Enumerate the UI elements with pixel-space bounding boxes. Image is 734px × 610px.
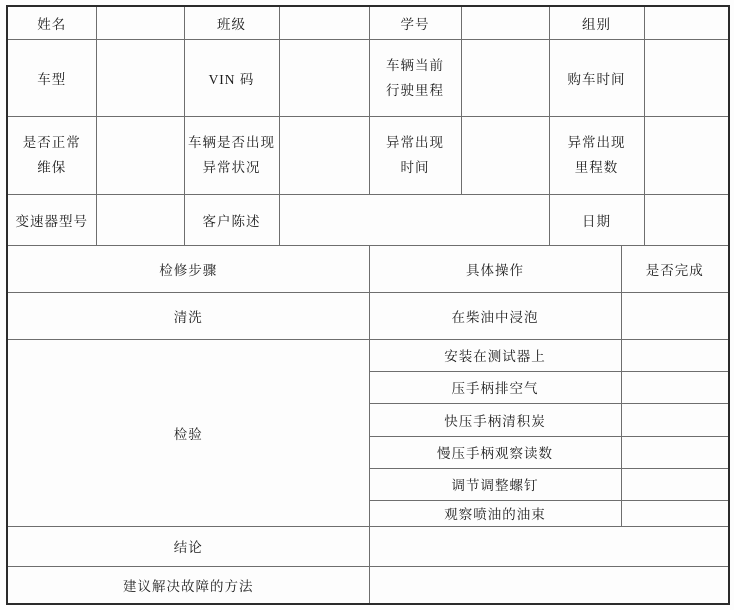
- customer-statement-label: 客户陈述: [184, 194, 279, 245]
- student-id-label: 学号: [369, 6, 461, 39]
- inspection-row-1: [7, 339, 729, 371]
- abnormal-condition-label-line1: 车辆是否出现: [188, 135, 275, 150]
- inspection-completed-cell[interactable]: [621, 468, 729, 500]
- steps-column-header: 检修步骤: [7, 245, 369, 292]
- suggestion-row: [7, 566, 729, 604]
- conclusion-row: [7, 526, 729, 566]
- customer-statement-value-cell[interactable]: [279, 194, 549, 245]
- suggestion-label: 建议解决故障的方法: [7, 566, 369, 604]
- operation-column-header: 具体操作: [369, 245, 621, 292]
- inspection-completed-cell[interactable]: [621, 436, 729, 468]
- cleaning-completed-cell[interactable]: [621, 292, 729, 339]
- conclusion-label: 结论: [7, 526, 369, 566]
- info-row-4: [7, 194, 729, 245]
- cleaning-row: [7, 292, 729, 339]
- abnormal-time-label: [369, 116, 461, 194]
- abnormal-time-label-line2: 时间: [400, 160, 430, 175]
- name-label: 姓名: [7, 6, 96, 39]
- abnormal-condition-label: [184, 116, 279, 194]
- completed-column-header: 是否完成: [621, 245, 729, 292]
- suggestion-value-cell[interactable]: [369, 566, 729, 604]
- student-id-value-cell[interactable]: [461, 6, 549, 39]
- current-mileage-label: [369, 39, 461, 116]
- date-label: 日期: [549, 194, 644, 245]
- current-mileage-value-cell[interactable]: [461, 39, 549, 116]
- inspection-operation-label: 快压手柄清积炭: [369, 403, 621, 436]
- inspection-completed-cell[interactable]: [621, 371, 729, 403]
- abnormal-mileage-value-cell[interactable]: [644, 116, 729, 194]
- purchase-time-label: 购车时间: [549, 39, 644, 116]
- abnormal-condition-value-cell[interactable]: [279, 116, 369, 194]
- normal-maintenance-value-cell[interactable]: [96, 116, 184, 194]
- transmission-label: 变速器型号: [7, 194, 96, 245]
- class-label: 班级: [184, 6, 279, 39]
- abnormal-time-value-cell[interactable]: [461, 116, 549, 194]
- cleaning-operation-label: 在柴油中浸泡: [369, 292, 621, 339]
- current-mileage-label-line2: 行驶里程: [386, 82, 444, 98]
- abnormal-time-label-line1: 异常出现: [386, 135, 444, 150]
- inspection-operation-label: 压手柄排空气: [369, 371, 621, 403]
- info-row-3: [7, 116, 729, 194]
- normal-maintenance-label-line2: 维保: [37, 160, 67, 175]
- car-model-value-cell[interactable]: [96, 39, 184, 116]
- class-value-cell[interactable]: [279, 6, 369, 39]
- inspection-step-label: 检验: [7, 339, 369, 526]
- inspection-completed-cell[interactable]: [621, 403, 729, 436]
- abnormal-mileage-label-line2: 里程数: [574, 160, 619, 175]
- name-value-cell[interactable]: [96, 6, 184, 39]
- cleaning-step-label: 清洗: [7, 292, 369, 339]
- procedure-header-row: [7, 245, 729, 292]
- car-model-label: 车型: [7, 39, 96, 116]
- inspection-operation-label: 安装在测试器上: [369, 339, 621, 371]
- inspection-operation-label: 观察喷油的油束: [369, 500, 621, 526]
- purchase-time-value-cell[interactable]: [644, 39, 729, 116]
- inspection-operation-label: 慢压手柄观察读数: [369, 436, 621, 468]
- transmission-value-cell[interactable]: [96, 194, 184, 245]
- vin-value-cell[interactable]: [279, 39, 369, 116]
- date-value-cell[interactable]: [644, 194, 729, 245]
- inspection-completed-cell[interactable]: [621, 500, 729, 526]
- group-label: 组别: [549, 6, 644, 39]
- inspection-operation-label: 调节调整螺钉: [369, 468, 621, 500]
- group-value-cell[interactable]: [644, 6, 729, 39]
- normal-maintenance-label: [7, 116, 96, 194]
- abnormal-condition-label-line2: 异常状况: [202, 160, 261, 175]
- conclusion-value-cell[interactable]: [369, 526, 729, 566]
- inspection-completed-cell[interactable]: [621, 339, 729, 371]
- abnormal-mileage-label: [549, 116, 644, 194]
- abnormal-mileage-label-line1: 异常出现: [567, 135, 626, 150]
- info-row-1: [7, 6, 729, 39]
- info-row-2: [7, 39, 729, 116]
- current-mileage-label-line1: 车辆当前: [386, 57, 444, 73]
- vin-label: VIN 码: [184, 39, 279, 116]
- repair-form-table: [6, 5, 730, 605]
- normal-maintenance-label-line1: 是否正常: [22, 135, 81, 150]
